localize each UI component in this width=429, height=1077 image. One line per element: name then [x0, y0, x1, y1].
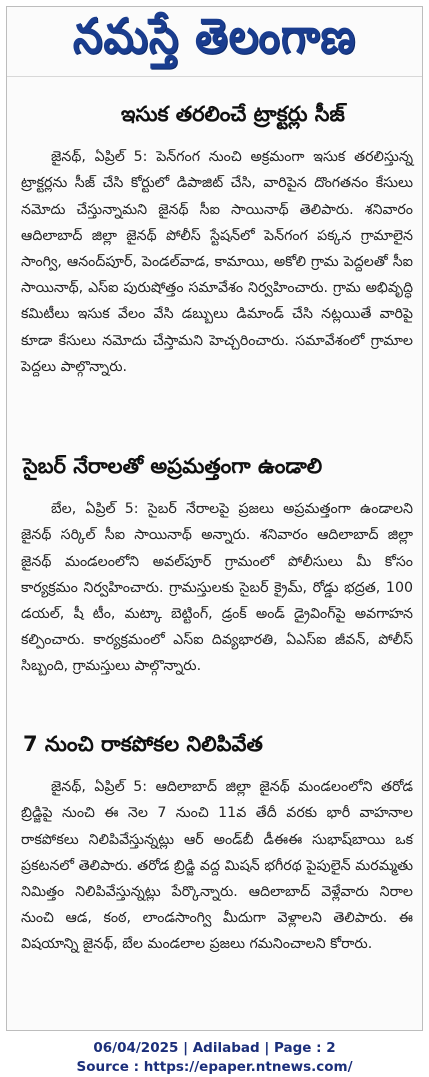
article-body: జైనథ్‌, ఏప్రిల్‌ 5: పెన్‌గంగ నుంచి అక్రమంగా ఇసుక తరలిస్తున్న ట్రాక్టర్లను సీజ్‌ చేసి కోర్టులో డిపాజిట్‌ చేసి, వారిపైన దొంగతనం కేసులు నమోదు చేస్తున్నామని జైనథ్‌ సీఐ సాయినాథ్‌ తెలిపారు. శనివారం ఆదిలాబాద్‌ జిల్లా జైనథ్‌ పోలీస్‌ స్టేషన్‌లో పెన్‌గంగ పక్కన గ్రామాలైన సాంగ్వి, ఆనంద్‌పూర్‌, పెండల్‌వాడ, కామాయి, అకోలి గ్రామ పెద్దలతో సీఐ సాయినాథ్‌, ఎస్‌ఐ పురుషోత్తం సమావేశం నిర్వహించారు. గ్రామ అభివృద్ధి కమిటీలు ఇసుక వేలం వేసి డబ్బులు డిమాండ్‌ చేసి నట్లయితే వారిపై కూడా కేసులు నమోదు చేస్తామని హెచ్చరించారు. సమావేశంలో గ్రామాల పెద్దలు పాల్గొన్నారు.: [21, 149, 413, 375]
source-footer: [0, 1039, 429, 1077]
footer-source-link[interactable]: Source : https://epaper.ntnews.com/: [76, 1059, 353, 1075]
article-body: జైనథ్‌, ఏప్రిల్‌ 5: ఆదిలాబాద్‌ జిల్లా జైనథ్‌ మండలంలోని తరోడ బ్రిడ్జిపై నుంచి ఈ నెల 7 నుంచి 11వ తేదీ వరకు భారీ వాహనాల రాకపోకలు నిలిపివేస్తున్నట్లు ఆర్‌ అండ్‌బీ డీఈఈ సుభాష్‌బాయి ఒక ప్రకటనలో తెలిపారు. తరోడ బ్రిడ్జి వద్ద మిషన్‌ భగీరథ పైపులైన్‌ మరమ్మతు నిమిత్తం నిలిపివేస్తున్నట్లు పేర్కొన్నారు. ఆదిలాబాద్‌ వెళ్లేవారు నిరాల నుంచి ఆడ, కంఠ, లాండసాంగ్వి మీదుగా వెళ్లాలని తెలిపారు. ఈ విషయాన్ని జైనథ్‌, బేల మండలాల ప్రజలు గమనించాలని కోరారు.: [21, 779, 413, 953]
article-sand-tractors: [21, 103, 413, 380]
article-headline: ఇసుక తరలించే ట్రాక్టర్లు సీజ్: [121, 102, 345, 126]
article-cyber-crime: [21, 455, 413, 680]
article-body: బేల, ఏప్రిల్‌ 5: సైబర్‌ నేరాలపై ప్రజలు అప్రమత్తంగా ఉండాలని జైనథ్‌ సర్కిల్‌ సీఐ సాయినాథ్‌ అన్నారు. శనివారం ఆదిలాబాద్‌ జిల్లా జైనథ్‌ మండలంలోని అవల్‌పూర్‌ గ్రామంలో పోలీసులు మీ కోసం కార్యక్రమం నిర్వహించారు. గ్రామస్తులకు సైబర్‌ క్రైమ్‌, రోడ్డు భద్రత, 100 డయల్‌, షీ టీం, మట్కా బెట్టింగ్‌, డ్రంక్‌ అండ్‌ డ్రైవింగ్‌పై అవగాహన కల్పించారు. కార్యక్రమంలో ఎస్‌ఐ దివ్యభారతి, ఏఎస్‌ఐ జీవన్‌, పోలీస్‌ సిబ్బంది, గ్రామస్తులు పాల్గొన్నారు.: [21, 501, 413, 675]
footer-date-edition: 06/04/2025 | Adilabad | Page : 2: [93, 1040, 336, 1056]
article-headline: 7 నుంచి రాకపోకల నిలిపివేత: [23, 732, 263, 756]
article-headline: సైబర్‌ నేరాలతో అప్రమత్తంగా ఉండాలి: [23, 454, 323, 478]
article-traffic-halt: [21, 733, 413, 958]
masthead: [7, 7, 422, 77]
masthead-logo: నమస్తే తెలంగాణ: [72, 7, 357, 64]
newspaper-clipping: [6, 6, 423, 1031]
